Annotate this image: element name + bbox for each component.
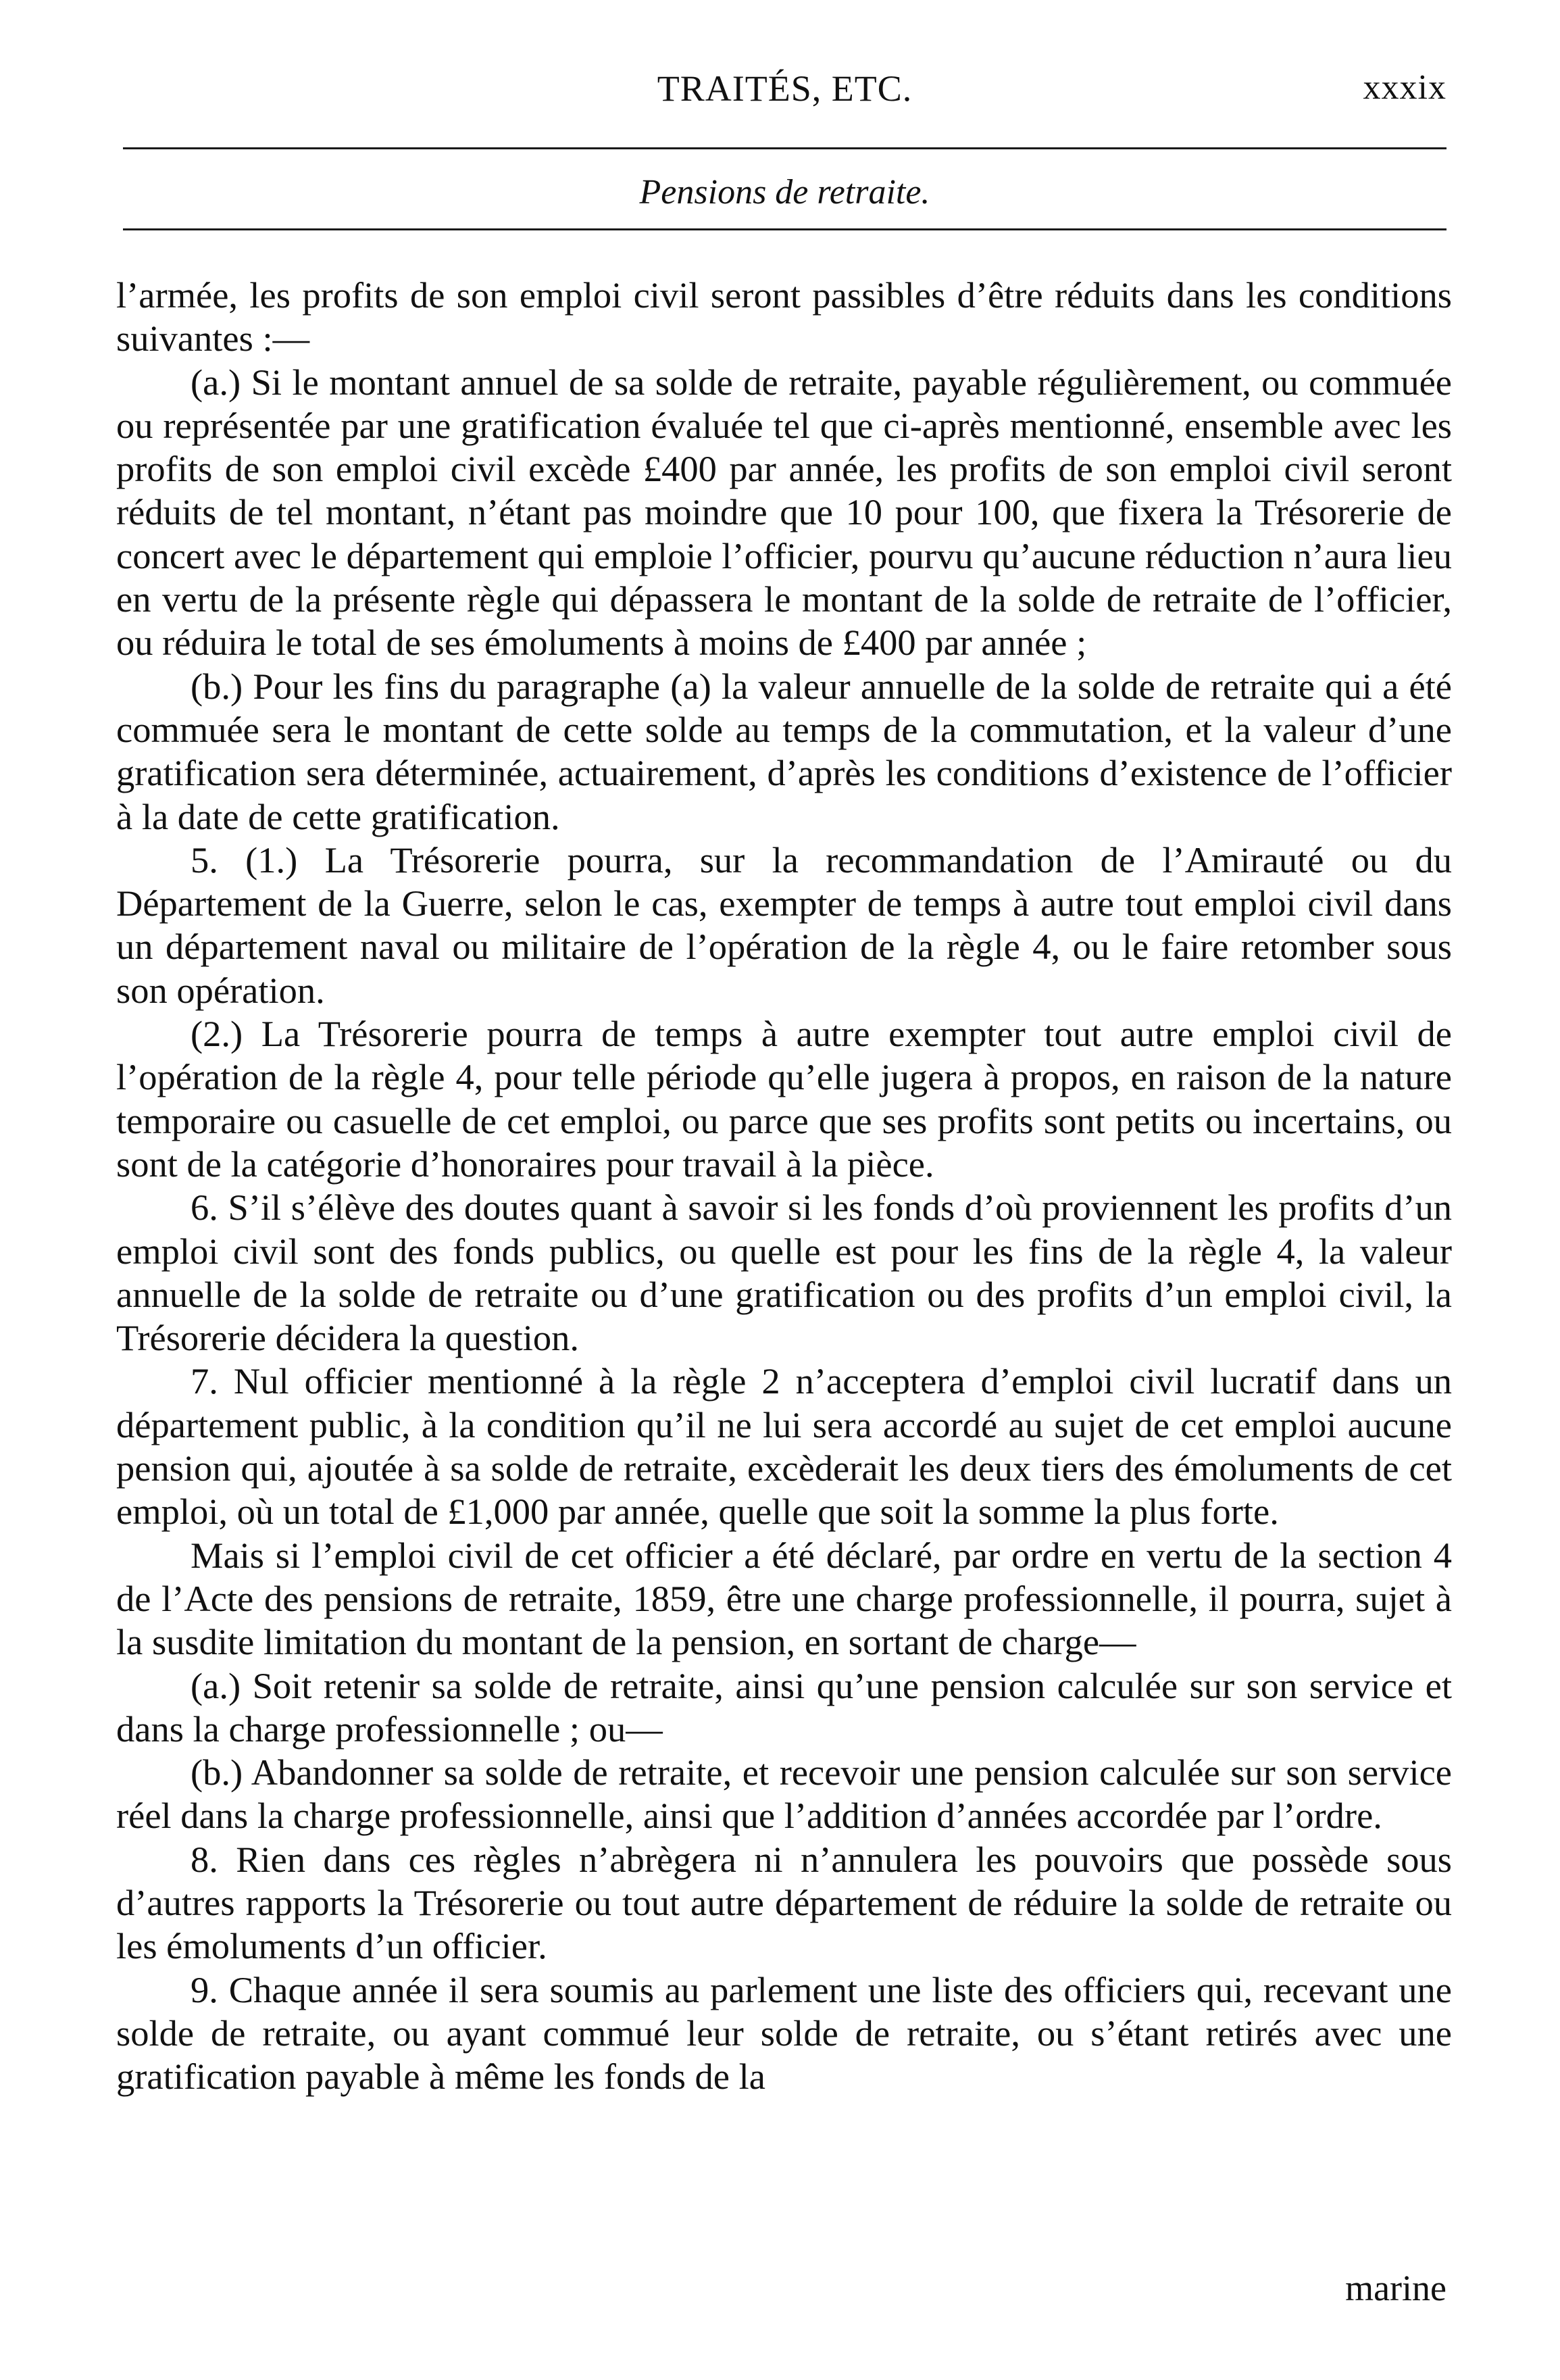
section-title: Pensions de retraite. [639,173,930,212]
paragraph-rule-7: 7. Nul officier mentionné à la règle 2 n’acceptera d’emploi civil lucratif dans un département public, à la condition qu’il ne lui sera accordé au sujet de cet emploi aucune pension qui, ajoutée à sa solde de retraite, excèderait les deux tiers des émoluments de cet emploi, où un total de £1,000 par année, quelle que soit la somme la plus forte. [116,1360,1452,1533]
page-number: xxxix [1363,68,1446,107]
section-rule [123,228,1446,230]
paragraph-rule-4b: (b.) Pour les fins du paragraphe (a) la valeur annuelle de la solde de retraite qui a été commuée sera le montant de cette solde au temps de la commutation, et la valeur d’une gratification sera déterminée, actuairement, d’après les conditions d’existence de l’officier à la date de cette gratification. [116,665,1452,837]
paragraph-rule-7a: (a.) Soit retenir sa solde de retraite, ainsi qu’une pension calculée sur son service et dans la charge professionnelle ; ou— [116,1664,1452,1750]
top-rule [123,147,1446,149]
paragraph-rule-7-proviso: Mais si l’emploi civil de cet officier a été déclaré, par ordre en vertu de la section 4 de l’Acte des pensions de retraite, 1859, être une charge professionnelle, il pourra, sujet à la susdite limitation du montant de la pension, en sortant de charge— [116,1534,1452,1663]
running-head [123,68,1446,122]
paragraph-rule-7b: (b.) Abandonner sa solde de retraite, et recevoir une pension calculée sur son service réel dans la charge professionnelle, ainsi que l’addition d’années accordée par l’ordre. [116,1752,1452,1837]
body-text [116,274,1452,2098]
running-title: TRAITÉS, ETC. [657,68,913,109]
paragraph-continuation: l’armée, les profits de son emploi civil seront passibles d’être réduits dans les conditions suivantes :— [116,274,1452,360]
catchword: marine [1345,2268,1446,2308]
paragraph-rule-6: 6. S’il s’élève des doutes quant à savoir si les fonds d’où proviennent les profits d’un emploi civil sont des fonds publics, ou quelle est pour les fins de la règle 4, la valeur annuelle de la solde de retraite ou d’une gratification ou des profits d’un emploi civil, la Trésorerie décidera la question. [116,1187,1452,1359]
paragraph-rule-4a: (a.) Si le montant annuel de sa solde de retraite, payable régulièrement, ou commuée ou représentée par une gratification évaluée tel que ci-après mentionné, ensemble avec les profits de son emploi civil excède £400 par année, les profits de son emploi civil seront réduits de tel montant, n’étant pas moindre que 10 pour 100, que fixera la Trésorerie de concert avec le département qui emploie l’officier, pourvu qu’aucune réduction n’aura lieu en vertu de la présente règle qui dépassera le montant de la solde de retraite de l’officier, ou réduira le total de ses émoluments à moins de £400 par année ; [116,361,1452,664]
paragraph-rule-9: 9. Chaque année il sera soumis au parlement une liste des officiers qui, recevant une solde de retraite, ou ayant commué leur solde de retraite, ou s’étant retirés avec une gratification payable à même les fonds de la [116,1968,1452,2098]
paragraph-rule-5-1: 5. (1.) La Trésorerie pourra, sur la recommandation de l’Amirauté ou du Département de la Guerre, selon le cas, exempter de temps à autre tout emploi civil dans un département naval ou militaire de l’opération de la règle 4, ou le faire retomber sous son opération. [116,839,1452,1011]
paragraph-rule-5-2: (2.) La Trésorerie pourra de temps à autre exempter tout autre emploi civil de l’opération de la règle 4, pour telle période qu’elle jugera à propos, en raison de la nature temporaire ou casuelle de cet emploi, ou parce que ses profits sont petits ou incertains, ou sont de la catégorie d’honoraires pour travail à la pièce. [116,1013,1452,1185]
paragraph-rule-8: 8. Rien dans ces règles n’abrègera ni n’annulera les pouvoirs que possède sous d’autres rapports la Trésorerie ou tout autre département de réduire la solde de retraite ou les émoluments d’un officier. [116,1838,1452,1967]
